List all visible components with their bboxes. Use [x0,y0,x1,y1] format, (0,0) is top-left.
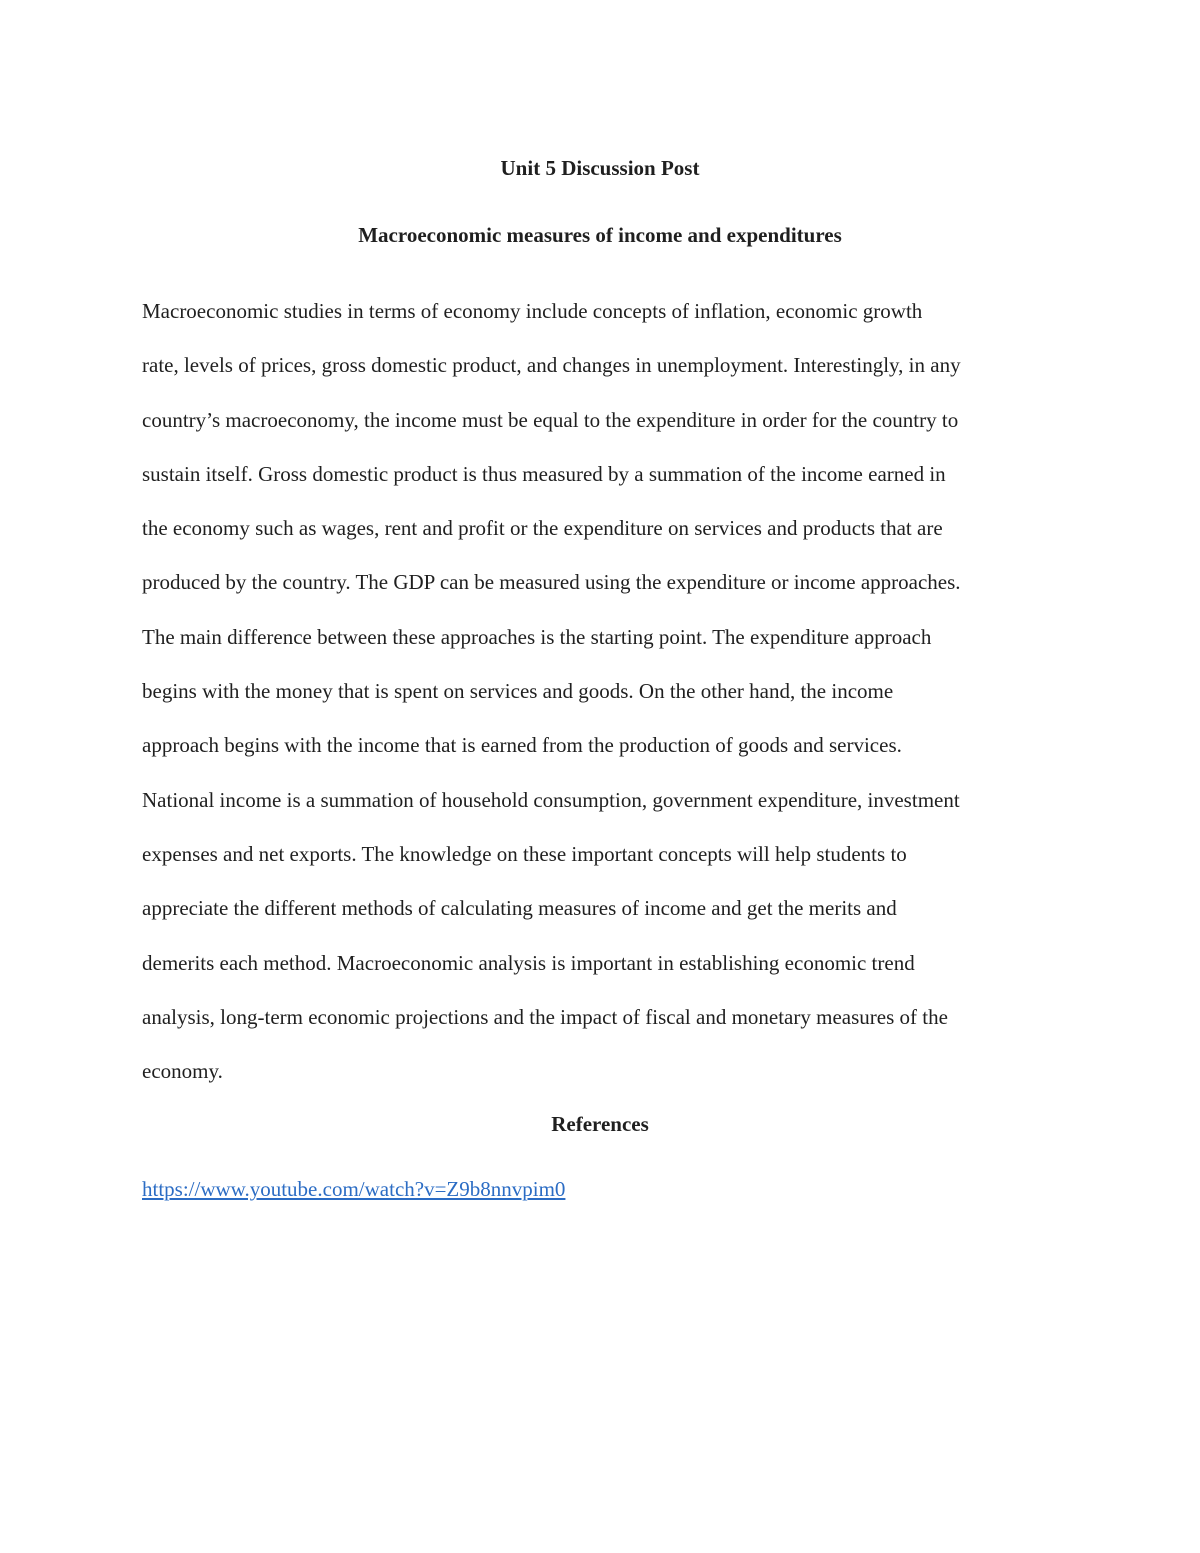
document-title: Unit 5 Discussion Post [500,156,700,180]
body-line: expenses and net exports. The knowledge on these important concepts will help students to [142,841,907,866]
body-line: country’s macroeconomy, the income must be equal to the expenditure in order for the country to [142,407,959,432]
body-line: demerits each method. Macroeconomic analysis is important in establishing economic trend [142,950,915,975]
body-line: Macroeconomic studies in terms of economy include concepts of inflation, economic growth [142,299,923,323]
body-line: analysis, long-term economic projections and the impact of fiscal and monetary measures of the [142,1004,948,1029]
references-heading: References [551,1112,649,1136]
body-line: rate, levels of prices, gross domestic product, and changes in unemployment. Interestingly, in any [142,353,961,378]
body-line: appreciate the different methods of calculating measures of income and get the merits and [142,896,897,921]
body-line: The main difference between these approaches is the starting point. The expenditure approach [142,624,932,649]
body-line: produced by the country. The GDP can be measured using the expenditure or income approaches. [142,570,961,595]
body-line: National income is a summation of household consumption, government expenditure, investment [142,787,960,812]
body-line: approach begins with the income that is earned from the production of goods and services. [142,733,902,758]
document-subtitle: Macroeconomic measures of income and expenditures [358,223,842,247]
body-line: begins with the money that is spent on services and goods. On the other hand, the income [142,679,894,704]
body-line: economy. [142,1059,223,1084]
body-line: the economy such as wages, rent and profit or the expenditure on services and products that are [142,516,943,541]
body-paragraph [142,284,961,1098]
body-line: sustain itself. Gross domestic product is thus measured by a summation of the income earned in [142,461,946,486]
reference-link[interactable]: https://www.youtube.com/watch?v=Z9b8nnvpim0 [142,1177,566,1201]
